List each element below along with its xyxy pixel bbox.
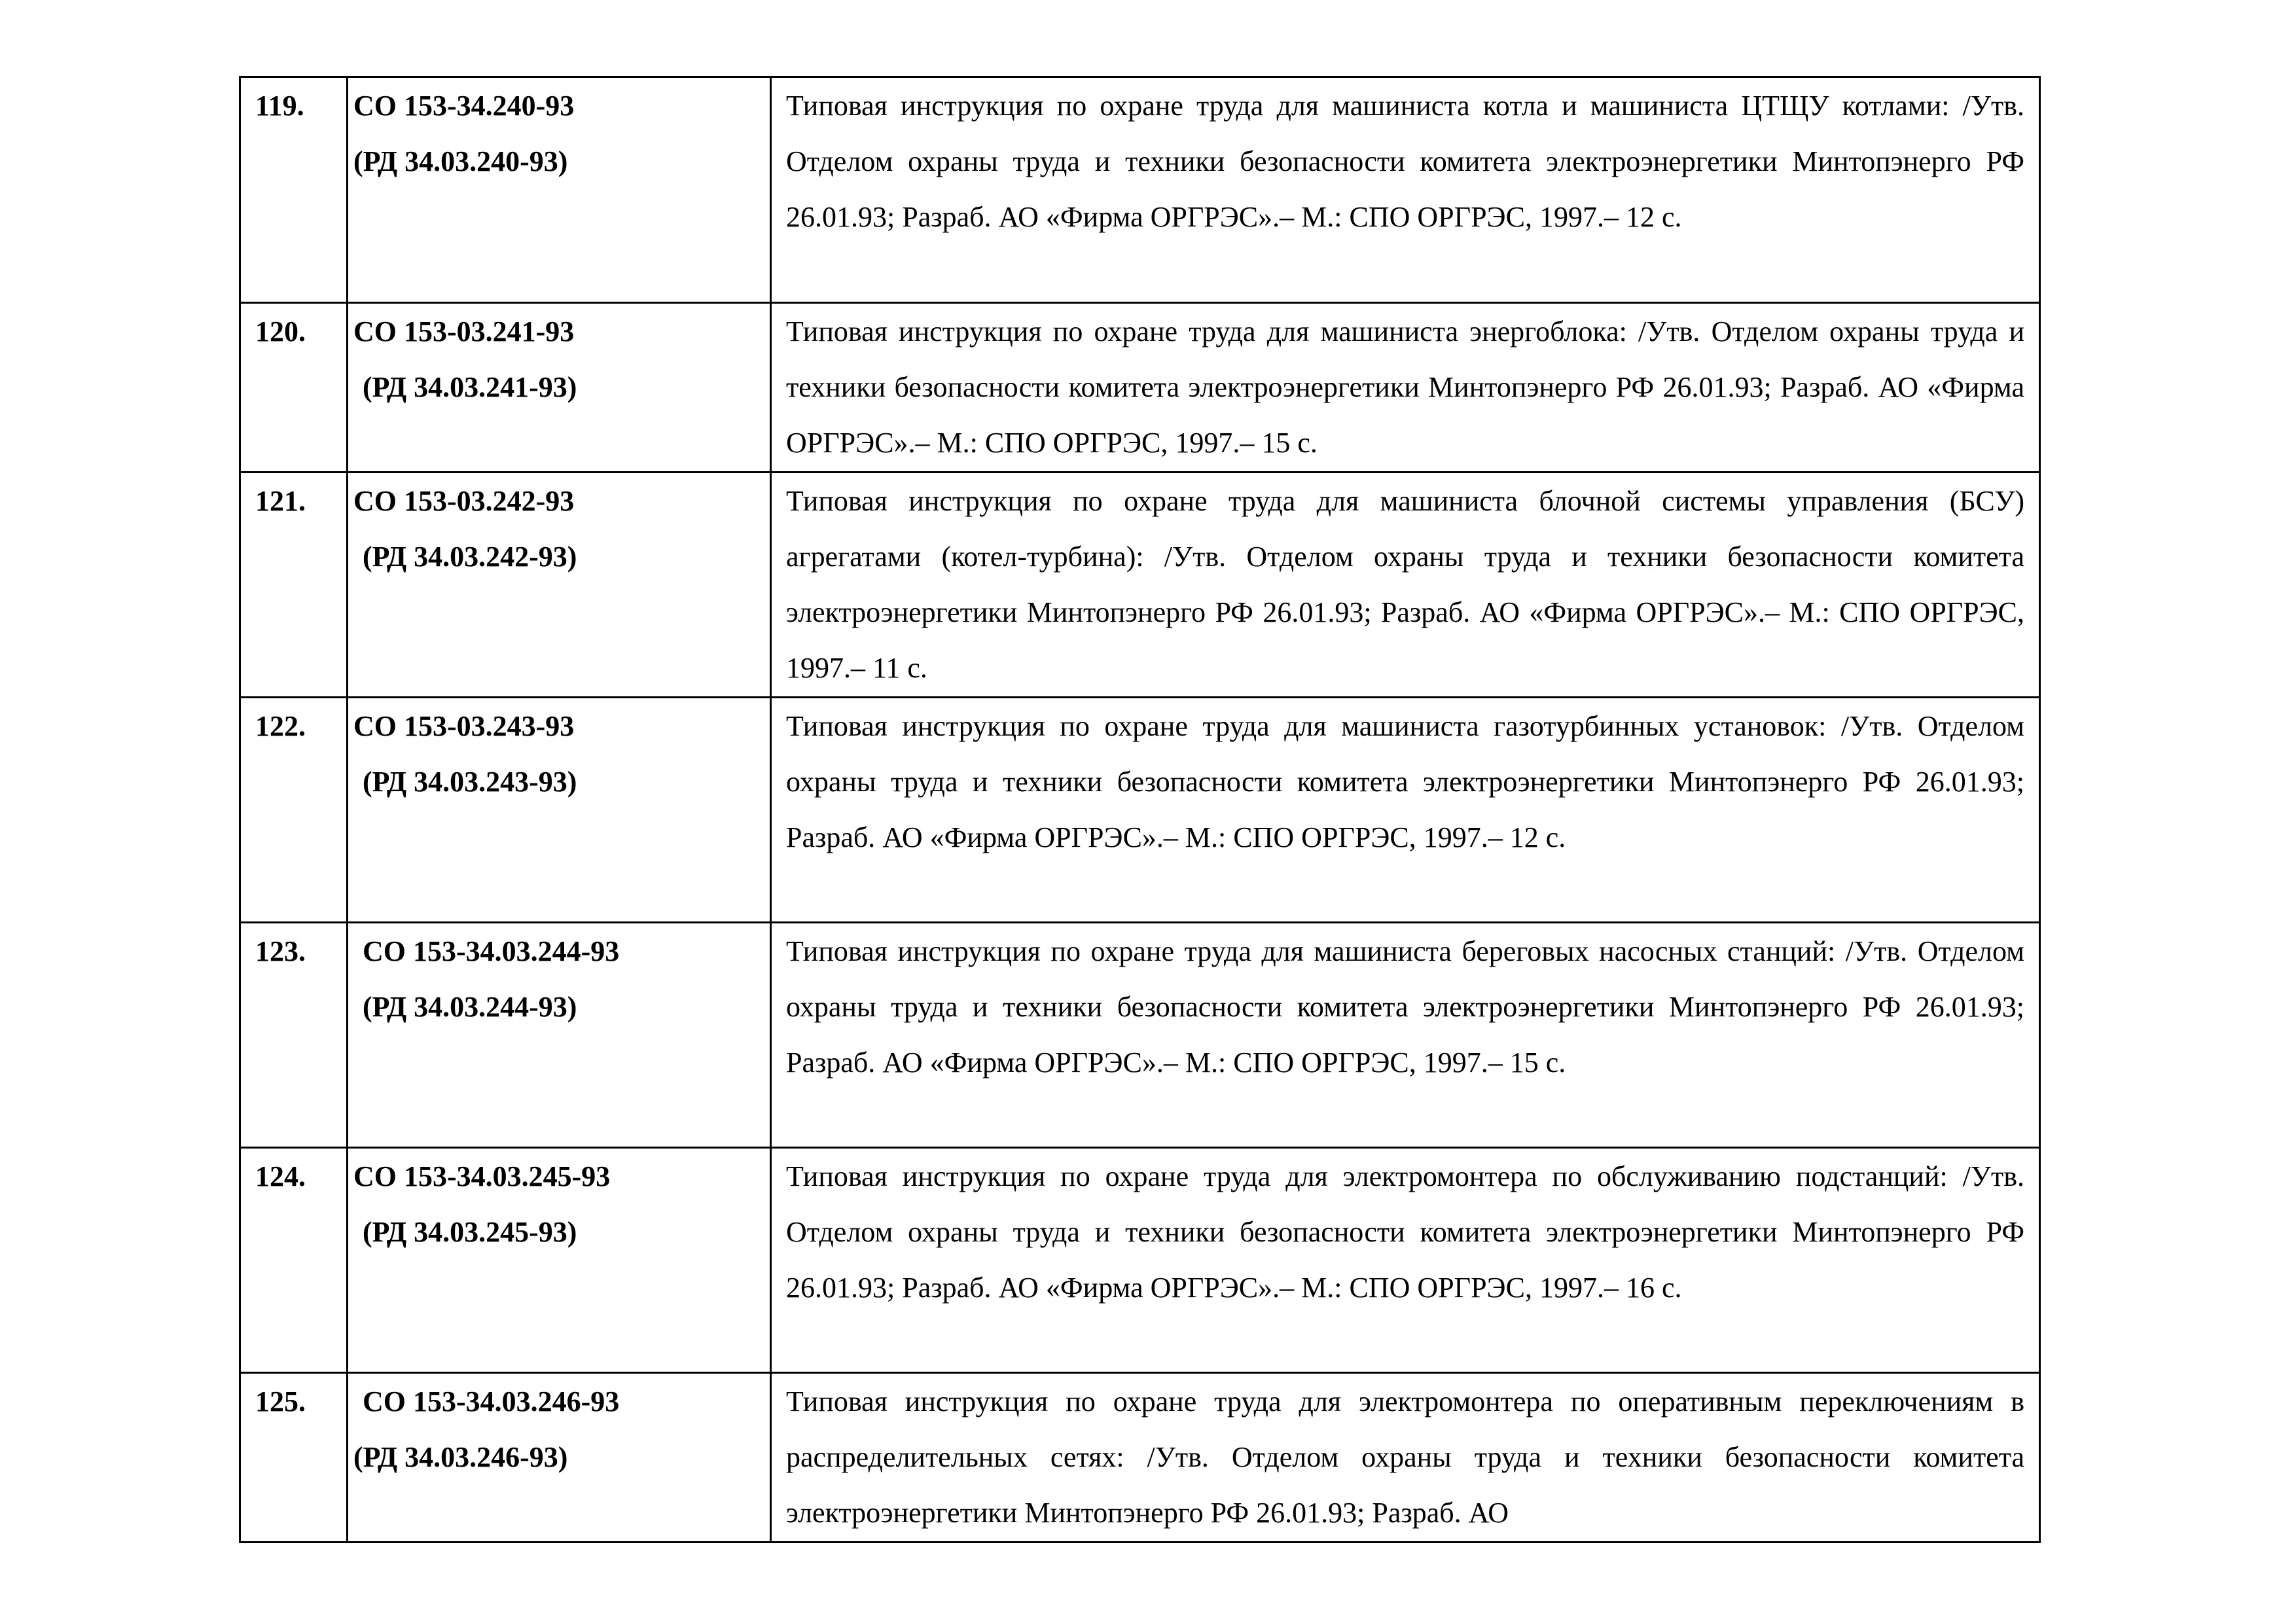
standards-table xyxy=(239,76,2041,1543)
document-code-cell xyxy=(348,698,771,923)
table-row xyxy=(240,77,2040,303)
document-code-cell xyxy=(348,77,771,303)
table-row xyxy=(240,473,2040,698)
table-row xyxy=(240,303,2040,473)
document-alt-code: (РД 34.03.245-93) xyxy=(363,1216,577,1248)
row-number: 119. xyxy=(240,77,348,303)
row-number: 122. xyxy=(240,698,348,923)
document-code: СО 153-34.240-93 xyxy=(353,90,575,122)
document-code-cell xyxy=(348,303,771,473)
document-code: СО 153-03.242-93 xyxy=(353,485,575,517)
row-number: 123. xyxy=(240,923,348,1148)
document-alt-code: (РД 34.03.241-93) xyxy=(363,371,577,403)
document-alt-code: (РД 34.03.243-93) xyxy=(363,766,577,798)
document-alt-code: (РД 34.03.242-93) xyxy=(363,541,577,573)
table-row xyxy=(240,1373,2040,1543)
document-description: Типовая инструкция по охране труда для машиниста котла и машиниста ЦТЩУ котлами: /Утв. Отделом охраны труда и техники безопасности комитета электроэнергетики Минтопэнерго РФ 26.01.93; Разраб. АО «Фирма ОРГРЭС».– М.: СПО ОРГРЭС, 1997.– 12 с. xyxy=(771,77,2040,303)
document-code: СО 153-34.03.244-93 xyxy=(363,935,620,967)
document-description: Типовая инструкция по охране труда для машиниста газотурбинных установок: /Утв. Отделом охраны труда и техники безопасности комитета электроэнергетики Минтопэнерго РФ 26.01.93; Разраб. АО «Фирма ОРГРЭС».– М.: СПО ОРГРЭС, 1997.– 12 с. xyxy=(771,698,2040,923)
row-number: 121. xyxy=(240,473,348,698)
document-code-cell xyxy=(348,1373,771,1543)
row-number: 120. xyxy=(240,303,348,473)
document-code: СО 153-34.03.246-93 xyxy=(363,1385,620,1418)
document-code-cell xyxy=(348,923,771,1148)
row-number: 125. xyxy=(240,1373,348,1543)
document-description: Типовая инструкция по охране труда для электромонтера по обслуживанию подстанций: /Утв. Отделом охраны труда и техники безопасности комитета электроэнергетики Минтопэнерго РФ 26.01.93; Разраб. АО «Фирма ОРГРЭС».– М.: СПО ОРГРЭС, 1997.– 16 с. xyxy=(771,1148,2040,1373)
document-code-cell xyxy=(348,1148,771,1373)
table-row xyxy=(240,923,2040,1148)
document-description: Типовая инструкция по охране труда для электромонтера по оперативным переключениям в распределительных сетях: /Утв. Отделом охраны труда и техники безопасности комитета электроэнергетики Минтопэнерго РФ 26.01.93; Разраб. АО xyxy=(771,1373,2040,1543)
document-alt-code: (РД 34.03.246-93) xyxy=(353,1441,568,1473)
document-code: СО 153-03.243-93 xyxy=(353,710,575,742)
document-description: Типовая инструкция по охране труда для машиниста блочной системы управления (БСУ) агрегатами (котел-турбина): /Утв. Отделом охраны труда и техники безопасности комитета электроэнергетики Минтопэнерго РФ 26.01.93; Разраб. АО «Фирма ОРГРЭС».– М.: СПО ОРГРЭС, 1997.– 11 с. xyxy=(771,473,2040,698)
table-row xyxy=(240,1148,2040,1373)
document-code: СО 153-34.03.245-93 xyxy=(353,1160,611,1192)
document-alt-code: (РД 34.03.244-93) xyxy=(363,991,577,1023)
document-description: Типовая инструкция по охране труда для машиниста энергоблока: /Утв. Отделом охраны труда и техники безопасности комитета электроэнергетики Минтопэнерго РФ 26.01.93; Разраб. АО «Фирма ОРГРЭС».– М.: СПО ОРГРЭС, 1997.– 15 с. xyxy=(771,303,2040,473)
document-alt-code: (РД 34.03.240-93) xyxy=(353,145,568,177)
document-description: Типовая инструкция по охране труда для машиниста береговых насосных станций: /Утв. Отделом охраны труда и техники безопасности комитета электроэнергетики Минтопэнерго РФ 26.01.93; Разраб. АО «Фирма ОРГРЭС».– М.: СПО ОРГРЭС, 1997.– 15 с. xyxy=(771,923,2040,1148)
table-row xyxy=(240,698,2040,923)
document-code-cell xyxy=(348,473,771,698)
row-number: 124. xyxy=(240,1148,348,1373)
document-code: СО 153-03.241-93 xyxy=(353,315,575,348)
